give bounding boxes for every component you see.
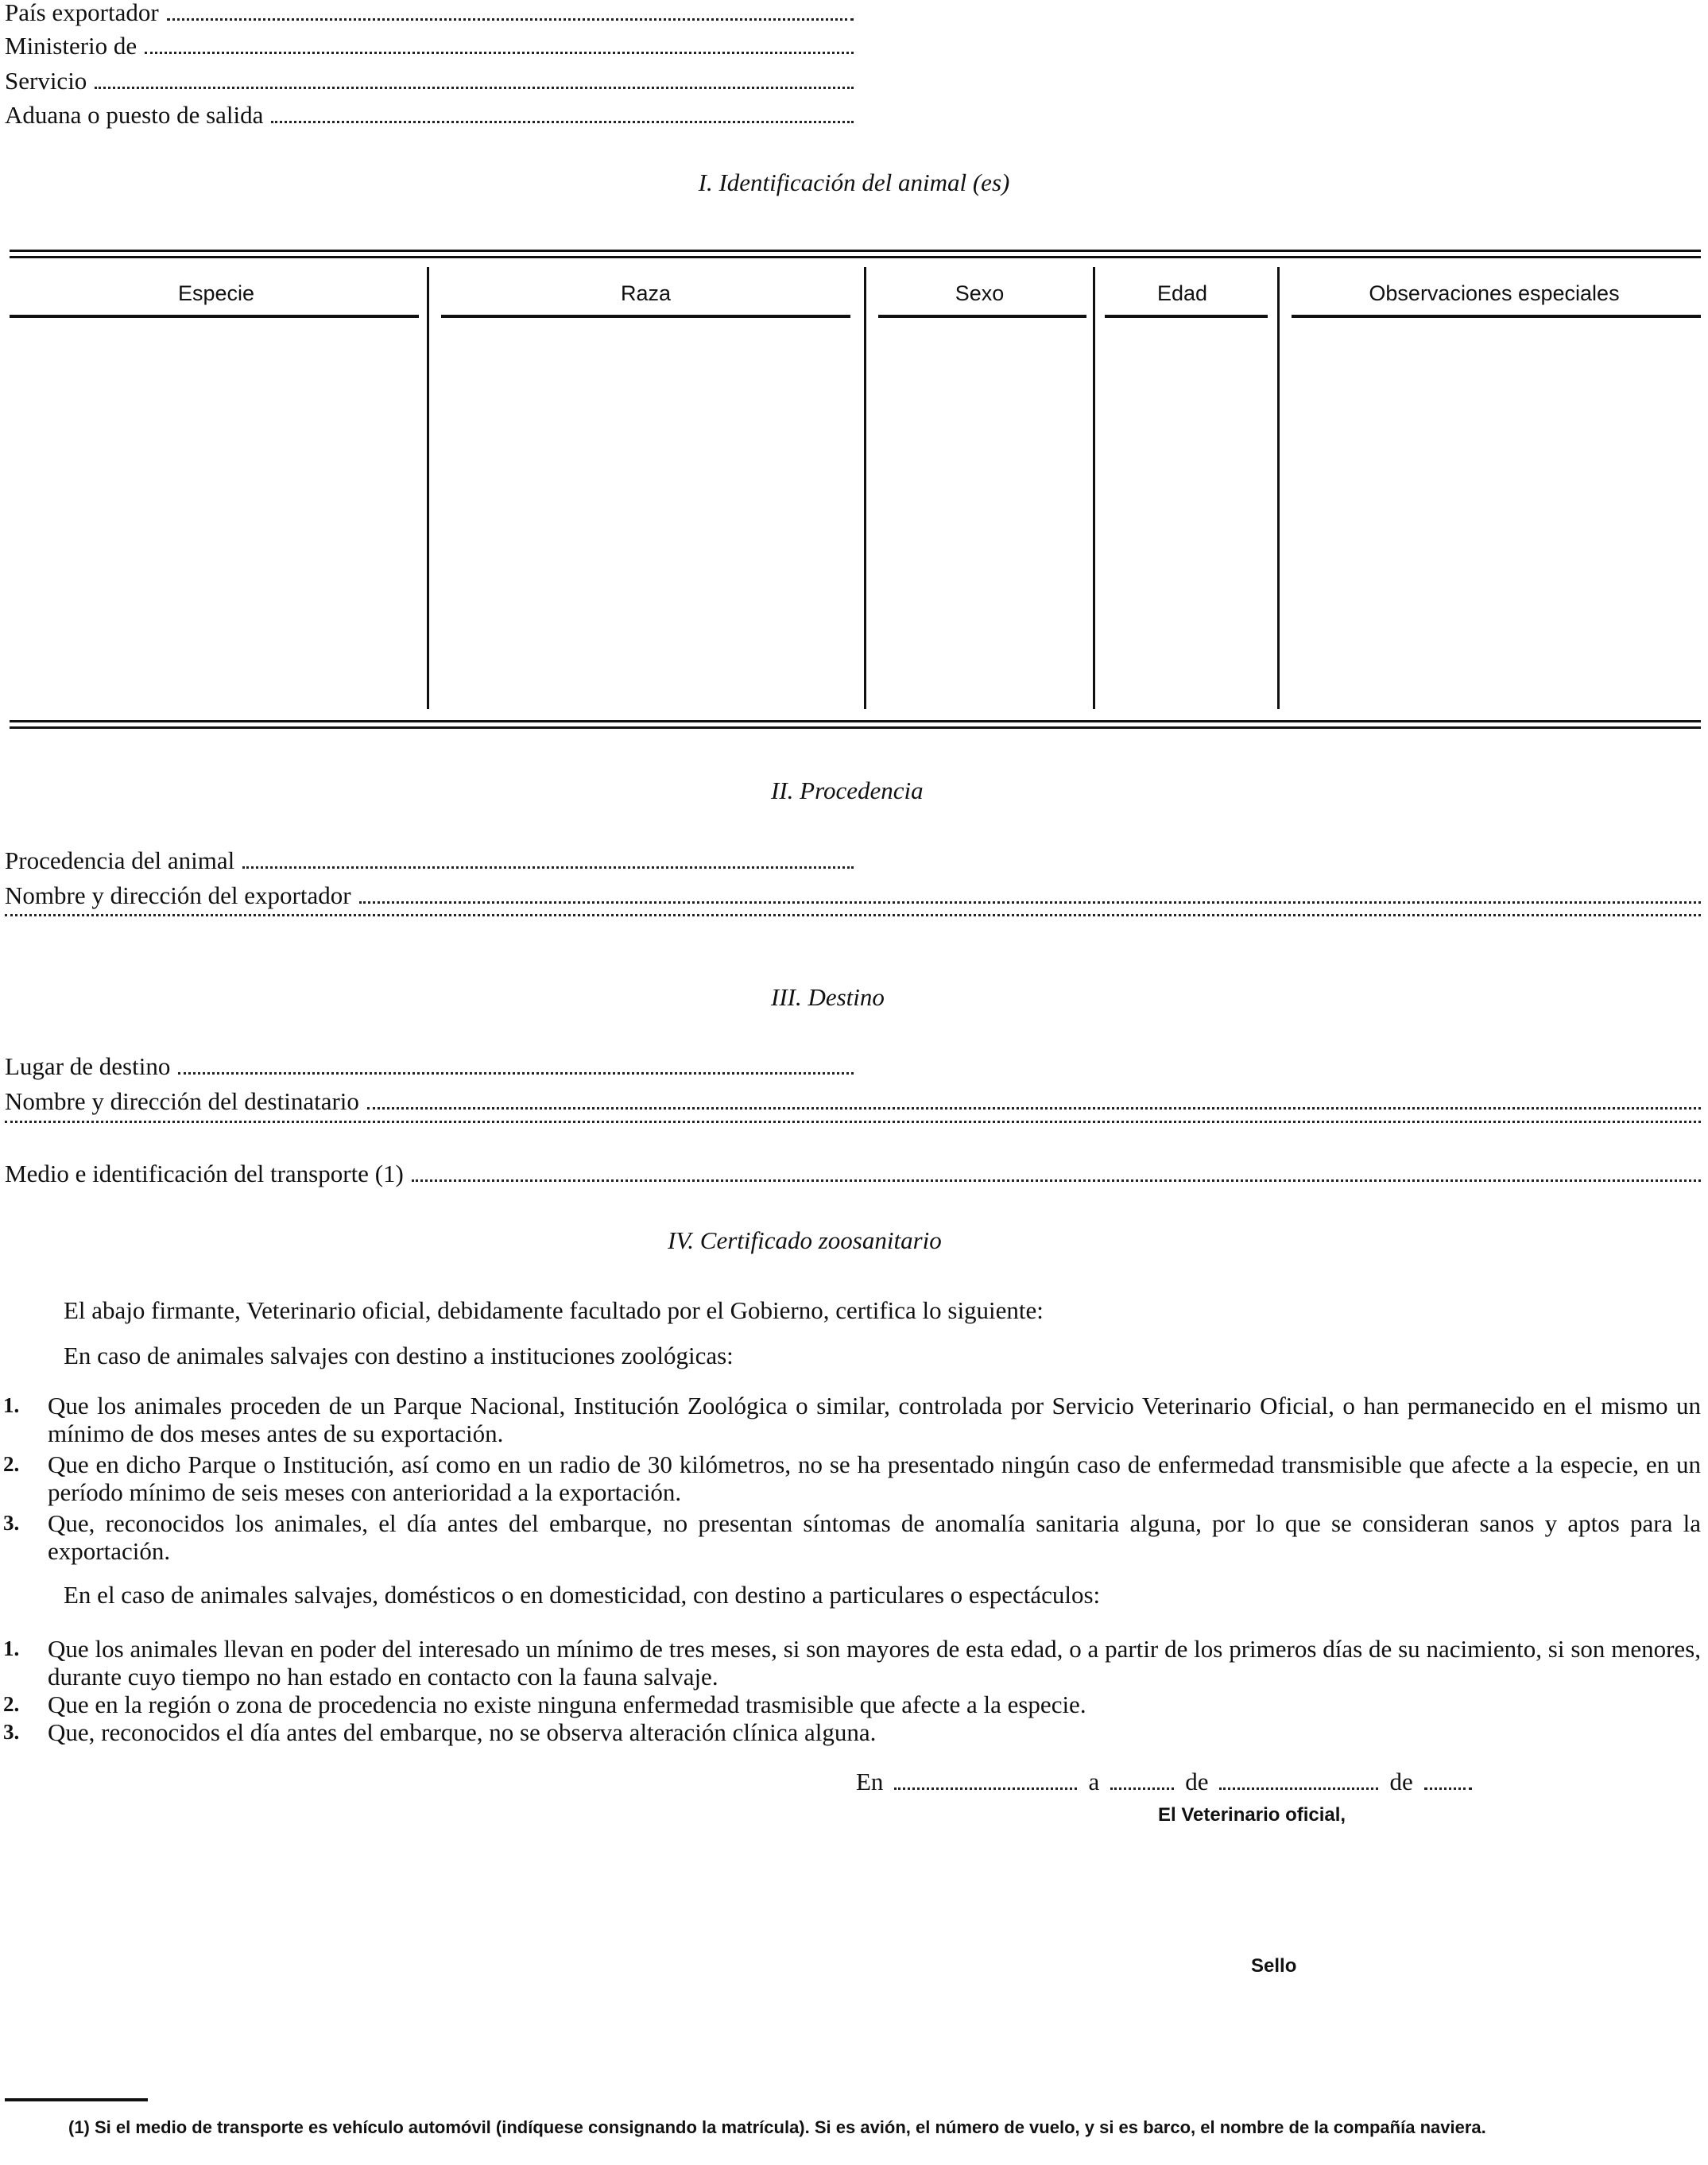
dotted-fill bbox=[894, 1787, 1077, 1790]
section-1-title: I. Identificación del animal (es) bbox=[698, 168, 1010, 196]
column-divider bbox=[1093, 267, 1095, 709]
seal-label: Sello bbox=[1251, 1955, 1297, 1977]
sig-en: En bbox=[856, 1768, 884, 1795]
dotted-fill bbox=[359, 901, 1701, 904]
section-3-title: III. Destino bbox=[771, 983, 885, 1011]
column-rule bbox=[1292, 315, 1701, 318]
column-divider bbox=[864, 267, 866, 709]
section-2-title: II. Procedencia bbox=[771, 777, 924, 804]
field-label: Medio e identificación del transporte (1) bbox=[5, 1160, 404, 1187]
column-rule bbox=[441, 315, 850, 318]
table-bottom-rule-2 bbox=[10, 726, 1701, 729]
dotted-fill bbox=[271, 121, 854, 123]
field-aduana bbox=[5, 99, 854, 131]
field-exportador-continued bbox=[5, 914, 1701, 923]
footnote-text: (1) Si el medio de transporte es vehículo automóvil (indíquese consignando la matrícula). Si es avión, el número de vuelo, y si es barco, el nombre de la compañía naviera. bbox=[68, 2117, 1486, 2137]
dotted-fill bbox=[1110, 1787, 1174, 1790]
field-label: Nombre y dirección del destinatario bbox=[5, 1087, 359, 1115]
field-label: País exportador bbox=[5, 0, 159, 26]
item-number: 2. bbox=[3, 1692, 20, 1716]
table-bottom-rule bbox=[10, 720, 1701, 722]
column-divider bbox=[1277, 267, 1280, 709]
field-destinatario bbox=[5, 1086, 1701, 1117]
sig-de-2: de bbox=[1389, 1768, 1413, 1795]
field-label: Lugar de destino bbox=[5, 1052, 171, 1080]
footnote-rule bbox=[5, 2098, 148, 2101]
signature-official: El Veterinario oficial, bbox=[1158, 1804, 1346, 1826]
signature-place-date bbox=[856, 1766, 1571, 1798]
field-ministerio bbox=[5, 30, 854, 62]
dotted-fill bbox=[5, 1121, 1701, 1123]
field-transporte bbox=[5, 1158, 1701, 1190]
dotted-fill bbox=[412, 1179, 1701, 1182]
column-header-sexo: Sexo bbox=[955, 281, 1005, 305]
column-header-raza: Raza bbox=[620, 281, 672, 305]
field-label: Servicio bbox=[5, 67, 87, 95]
column-header-edad: Edad bbox=[1156, 281, 1208, 305]
field-label: Ministerio de bbox=[5, 32, 137, 60]
column-header-especie: Especie bbox=[177, 281, 255, 305]
field-destinatario-continued bbox=[5, 1121, 1701, 1129]
dotted-fill bbox=[95, 87, 854, 89]
item-text: Que, reconocidos el día antes del embarque, no se observa alteración clínica alguna. bbox=[48, 1718, 877, 1746]
field-pais-exportador bbox=[5, 0, 854, 29]
dotted-fill bbox=[367, 1107, 1701, 1110]
sig-a: a bbox=[1088, 1768, 1100, 1795]
dotted-fill bbox=[1219, 1787, 1378, 1790]
dotted-fill bbox=[5, 914, 1701, 916]
dotted-fill bbox=[242, 866, 854, 869]
item-number: 1. bbox=[3, 1393, 20, 1417]
item-number: 3. bbox=[3, 1511, 20, 1535]
table-top-rule-2 bbox=[10, 256, 1701, 258]
dotted-fill bbox=[167, 18, 854, 21]
certificate-intro: El abajo firmante, Veterinario oficial, debidamente facultado por el Gobierno, certifica lo siguiente: bbox=[64, 1296, 1044, 1324]
case-1-heading: En caso de animales salvajes con destino a instituciones zoológicas: bbox=[64, 1342, 734, 1369]
column-rule bbox=[878, 315, 1086, 318]
item-number: 3. bbox=[3, 1720, 20, 1744]
sig-de-1: de bbox=[1185, 1768, 1209, 1795]
dotted-fill bbox=[178, 1072, 854, 1075]
section-4-title: IV. Certificado zoosanitario bbox=[668, 1226, 942, 1254]
item-text: Que los animales llevan en poder del interesado un mínimo de tres meses, si son mayores de esta edad, o a partir de los primeros días de su nacimiento, si son menores, durante cuyo tiempo no han estado en contacto con la fauna salvaje. bbox=[48, 1635, 1701, 1691]
column-header-observaciones: Observaciones especiales bbox=[1369, 281, 1620, 305]
column-divider bbox=[427, 267, 429, 709]
item-text: Que, reconocidos los animales, el día antes del embarque, no presentan síntomas de anomalía sanitaria alguna, por lo que se consideran sanos y aptos para la exportación. bbox=[48, 1509, 1701, 1565]
column-rule bbox=[10, 315, 419, 318]
field-label: Nombre y dirección del exportador bbox=[5, 881, 351, 909]
item-number: 1. bbox=[3, 1636, 20, 1660]
field-label: Aduana o puesto de salida bbox=[5, 101, 264, 129]
field-lugar-destino bbox=[5, 1051, 854, 1082]
item-text: Que en dicho Parque o Institución, así como en un radio de 30 kilómetros, no se ha presentado ningún caso de enfermedad transmisible que afecte a la especie, en un período mínimo de seis meses con anterioridad a la exportación. bbox=[48, 1450, 1701, 1506]
item-text: Que los animales proceden de un Parque Nacional, Institución Zoológica o similar, controlada por Servicio Veterinario Oficial, o han permanecido en el mismo un mínimo de dos meses antes de su exportación. bbox=[48, 1392, 1701, 1447]
table-top-rule bbox=[10, 250, 1701, 252]
dotted-fill bbox=[145, 52, 854, 54]
case-2-heading: En el caso de animales salvajes, domésticos o en domesticidad, con destino a particulares o espectáculos: bbox=[64, 1581, 1101, 1609]
item-number: 2. bbox=[3, 1452, 20, 1476]
item-text: Que en la región o zona de procedencia no existe ninguna enfermedad trasmisible que afecte a la especie. bbox=[48, 1691, 1086, 1718]
dotted-fill bbox=[1424, 1787, 1472, 1790]
field-exportador bbox=[5, 880, 1701, 912]
field-label: Procedencia del animal bbox=[5, 846, 235, 874]
column-rule bbox=[1105, 315, 1268, 318]
field-servicio bbox=[5, 65, 854, 97]
field-procedencia-animal bbox=[5, 845, 854, 877]
